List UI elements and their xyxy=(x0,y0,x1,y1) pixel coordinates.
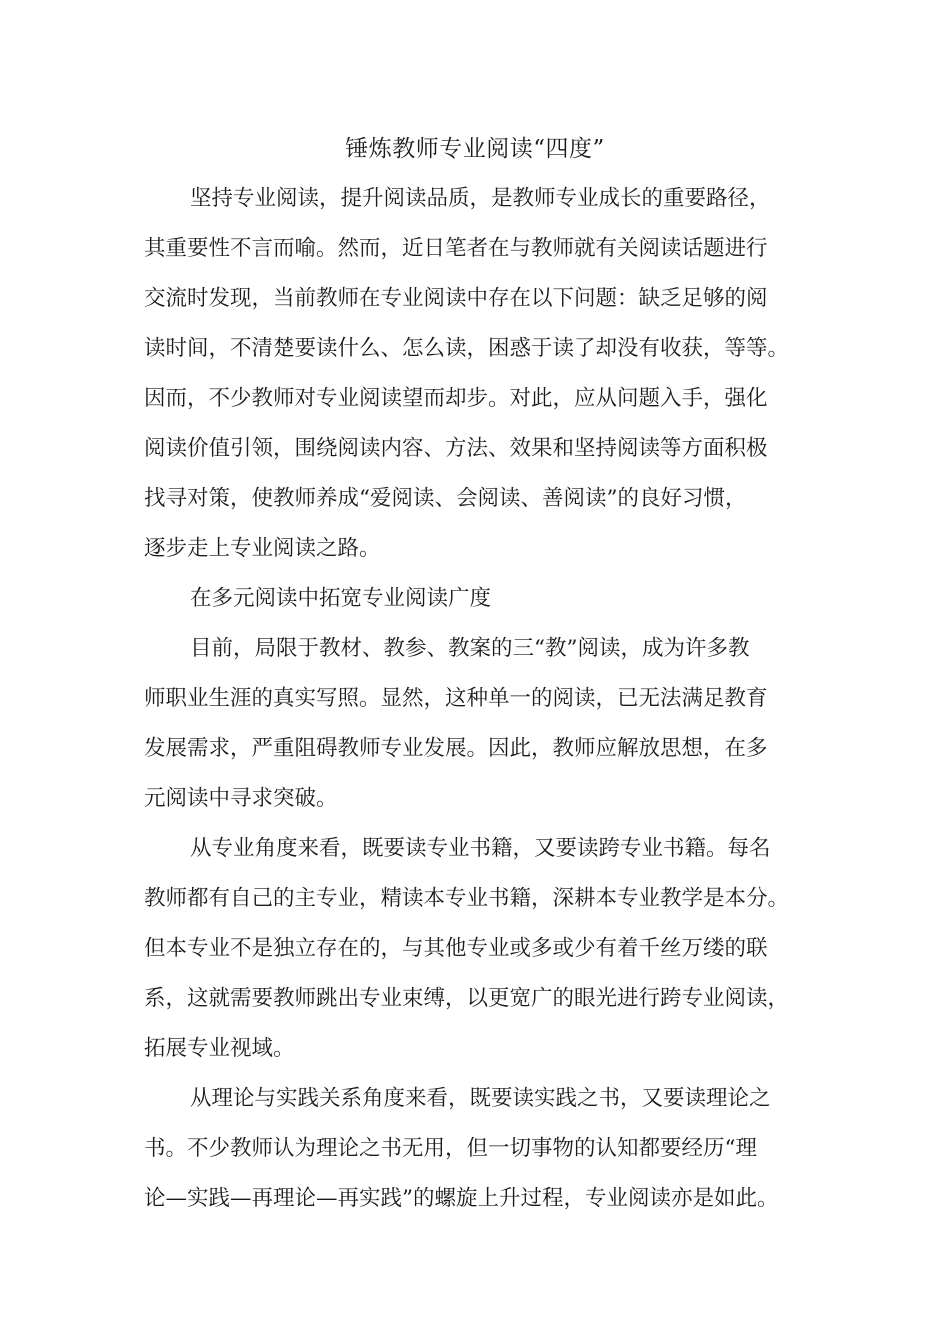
paragraph-line: 拓展专业视域。 xyxy=(144,1036,295,1061)
paragraph-line: 逐步走上专业阅读之路。 xyxy=(144,536,381,561)
paragraph-line: 目前，局限于教材、教参、教案的三“教”阅读，成为许多教 xyxy=(190,636,750,661)
paragraph-line: 其重要性不言而喻。然而，近日笔者在与教师就有关阅读话题进行 xyxy=(144,236,768,261)
paragraph-line: 因而，不少教师对专业阅读望而却步。对此，应从问题入手，强化 xyxy=(144,386,768,411)
paragraph-line: 发展需求，严重阻碍教师专业发展。因此，教师应解放思想，在多 xyxy=(144,736,768,761)
paragraph-line: 从理论与实践关系角度来看，既要读实践之书，又要读理论之 xyxy=(190,1086,771,1111)
document-title: 锤炼教师专业阅读“四度” xyxy=(345,136,605,162)
paragraph-line: 元阅读中寻求突破。 xyxy=(144,786,338,811)
paragraph-line: 读时间，不清楚要读什么、怎么读，困惑于读了却没有收获，等等。 xyxy=(144,336,790,361)
paragraph-line: 但本专业不是独立存在的，与其他专业或多或少有着千丝万缕的联 xyxy=(144,936,768,961)
section-heading: 在多元阅读中拓宽专业阅读广度 xyxy=(190,586,492,611)
paragraph-line: 坚持专业阅读，提升阅读品质，是教师专业成长的重要路径， xyxy=(190,186,771,211)
paragraph-line: 阅读价值引领，围绕阅读内容、方法、效果和坚持阅读等方面积极 xyxy=(144,436,768,461)
paragraph-line: 系，这就需要教师跳出专业束缚，以更宽广的眼光进行跨专业阅读， xyxy=(144,986,790,1011)
paragraph-line: 交流时发现，当前教师在专业阅读中存在以下问题：缺乏足够的阅 xyxy=(144,286,768,311)
paragraph-line: 找寻对策，使教师养成“爱阅读、会阅读、善阅读”的良好习惯， xyxy=(144,486,747,511)
paragraph-line: 论—实践—再理论—再实践”的螺旋上升过程，专业阅读亦是如此。 xyxy=(144,1186,779,1211)
paragraph-line: 从专业角度来看，既要读专业书籍，又要读跨专业书籍。每名 xyxy=(190,836,771,861)
paragraph-line: 教师都有自己的主专业，精读本专业书籍，深耕本专业教学是本分。 xyxy=(144,886,790,911)
paragraph-line: 师职业生涯的真实写照。显然，这种单一的阅读，已无法满足教育 xyxy=(144,686,768,711)
paragraph-line: 书。不少教师认为理论之书无用，但一切事物的认知都要经历“理 xyxy=(144,1136,757,1161)
